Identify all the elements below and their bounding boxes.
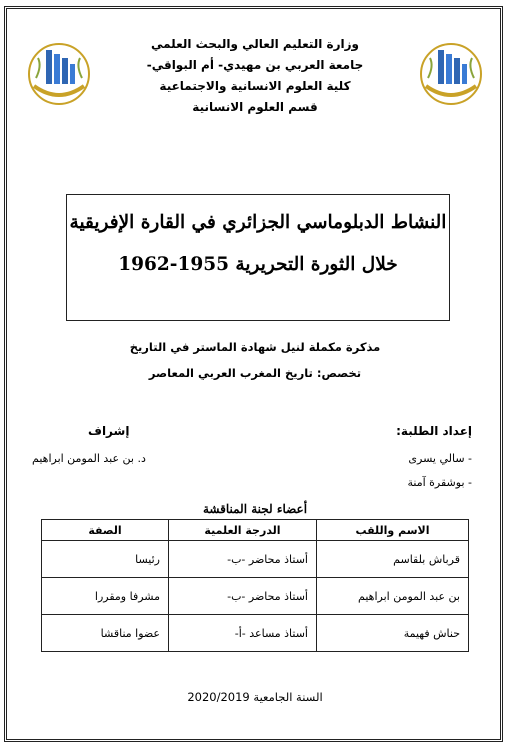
thesis-title-line-2: خلال الثورة التحريرية 1955-1962 — [118, 254, 398, 275]
degree-subtitle: مذكرة مكملة لنيل شهادة الماستر في التاريخ — [129, 340, 381, 354]
thesis-title-box — [66, 194, 450, 321]
committee-title: أعضاء لجنة المناقشة — [202, 502, 308, 516]
table-row — [42, 615, 469, 652]
specialty: تخصص: تاريخ المغرب العربي المعاصر — [148, 366, 362, 380]
academic-year: السنة الجامعية 2020/2019 — [187, 690, 323, 704]
member-role: عضوا مناقشا — [42, 615, 169, 652]
faculty-name: كلية العلوم الانسانية والاجتماعية — [159, 79, 351, 93]
department-name: قسم العلوم الانسانية — [192, 100, 318, 114]
column-header: الاسم واللقب — [317, 520, 469, 541]
student-name: - بوشقرة آمنة — [407, 476, 472, 489]
table-row — [42, 541, 469, 578]
member-role: مشرفا ومقررا — [42, 578, 169, 615]
ministry-name: وزارة التعليم العالي والبحث العلمي — [150, 37, 360, 51]
table-row — [42, 578, 469, 615]
supervision-label: إشراف — [88, 424, 130, 438]
member-name: بن عبد المومن ابراهيم — [317, 578, 469, 615]
supervisor-name: د. بن عبد المومن ابراهيم — [32, 452, 146, 465]
university-name: جامعة العربي بن مهيدي- أم البواقي- — [146, 58, 364, 72]
member-rank: أستاذ محاضر -ب- — [169, 541, 317, 578]
member-role: رئيسا — [42, 541, 169, 578]
member-name: قرباش بلقاسم — [317, 541, 469, 578]
member-name: حناش فهيمة — [317, 615, 469, 652]
institution-header — [130, 34, 380, 118]
member-rank: أستاذ محاضر -ب- — [169, 578, 317, 615]
university-logo-left — [24, 38, 94, 108]
table-header-row — [42, 520, 469, 541]
university-logo-right — [416, 38, 486, 108]
column-header: الدرجة العلمية — [169, 520, 317, 541]
thesis-title-line-1: النشاط الدبلوماسي الجزائري في القارة الإفريقية — [69, 212, 447, 233]
student-name: - سالي يسرى — [408, 452, 472, 465]
students-label: إعداد الطلبة: — [396, 424, 472, 438]
member-rank: أستاذ مساعد -أ- — [169, 615, 317, 652]
column-header: الصفة — [42, 520, 169, 541]
committee-table — [41, 519, 469, 652]
